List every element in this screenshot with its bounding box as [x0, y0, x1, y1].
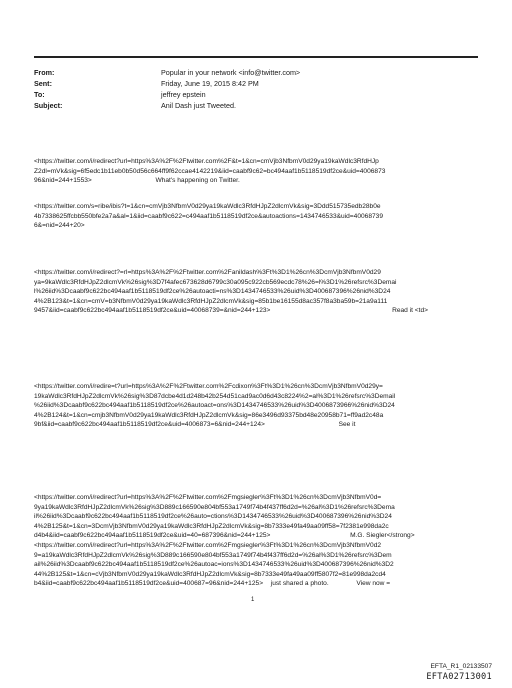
url-line	[34, 579, 484, 589]
url-line: %26iid%3Dcaabf9c622bc494aaf1b5118519df2ce%26autoact=ons%3D1434746533%26uid%3D4006873966%26nid%3D24	[34, 402, 395, 410]
url-line	[34, 420, 484, 430]
url-line-end: b4&iid=caabf9c622bc494aaf1b5118519df2ce&uid=400687=96&nid=244+125>	[34, 580, 264, 588]
url-line: <https://twitter.com/i/redirect?url=https%3A%2F%2Ftwitter.com%2Fmgsiegler%3Ft%3D1%26cn%3DcmVjb3NfbmV0d=	[34, 494, 382, 501]
subject-label: Subject:	[34, 101, 63, 110]
page-number: 1	[251, 597, 255, 603]
efta-bates-number: EFTA02713001	[426, 672, 492, 682]
sent-value: Friday, June 19, 2015 8:42 PM	[161, 79, 259, 88]
url-line-end: d4b4&iid=caabf9c622bc494aaf1b5118519df2ce&uid=40=687396&nid=244+125>	[34, 532, 271, 540]
from-label: From:	[34, 68, 55, 77]
url-line: 4%2B124&t=1&cn=cmjb3NfbmV0d29ya19kaWdlc3RfdHJpZ2dlcmVk&sig=86e3496d93375bd48e20958b71=ff9ad2c48a	[34, 411, 384, 419]
to-value: jeffrey epstein	[161, 90, 206, 99]
url-line: ail%26iid%3Dcaabf9c622bc494aaf1b5118519df2ce%26autoac=ions%3D1434746533%26uid%3D400687396%26nid%3D2	[34, 561, 394, 569]
from-value: Popular in your network <info@twitter.com>	[161, 68, 301, 77]
url-line-end: 9457&iid=caabf9c622bc494aaf1b5118519df2ce&uid=40068739=&nid=244+123>	[34, 307, 271, 315]
url-line: 4b7338625ffcbb550bfe2a7a&al=1&iid=caabf9c622=c494aaf1b5118519df2ce&autoactions=1434746533&uid=40068739	[34, 212, 383, 220]
url-line	[34, 531, 484, 541]
view-now-text: View now =	[356, 580, 391, 588]
url-line: 4%2B123&t=1&cn=cmV=b3NfbmV0d29ya19kaWdlc3RfdHJpZ2dlcmVk&sig=85b1be16155d8ac357f8a3ba59b=21a9a111	[34, 297, 388, 305]
link-block-anildash	[34, 268, 484, 316]
link-block-cdixon	[34, 382, 484, 430]
link-block-whats-happening	[34, 157, 484, 186]
link-block-mgsiegler	[34, 493, 484, 589]
link-text: See it	[338, 421, 356, 429]
url-line	[34, 306, 484, 316]
url-line: il%26iid%3Dcaabf9c622bc494aaf1b5118519df2ce%26auto=ctions%3D1434746533%26uid%3D400687396%26nid%3D24	[34, 513, 392, 521]
efta-release-id: EFTA_R1_02133507	[430, 663, 492, 670]
url-line: 19kaWdlc3RfdHJpZ2dlcmVk%26sig%3D87dcbe4d1d248b42b254d51cad9ac0d6d43c8224%2=al%3D1%26refsrc%3Demail	[34, 392, 396, 400]
url-line: Z2dl=mVk&sig=6f5edc1b11eb0b50d56c664ff9f62ccae4142219&iid=caabf9c62=bc494aaf1b5118519df2ce&uid=4006873	[34, 167, 386, 175]
url-line: 4%2B125&t=1&cn=3DcmVjb3NfbmV0d29ya19kaWdlc3RfdHJpZ2dlcmVk&sig=8b7333e49fa49aa09ff58=7f2381e998da2c	[34, 522, 389, 530]
url-line	[34, 176, 484, 186]
link-text: just shared a photo.	[270, 580, 329, 588]
url-line-end: 9bf&iid=caabf9c622bc494aaf1b5118519df2ce&uid=4006873=6&nid=244+124>	[34, 421, 265, 429]
url-line: 44%2B125&t=1&cn=cVjb3NfbmV0d29ya19kaWdlc3RfdHJpZ2dlcmVk&sig=8b7333e49fa49aa09ff5807f2=81e998da2cd4	[34, 570, 386, 578]
author-name: M.G. Siegler</strong>	[350, 532, 415, 540]
url-line: l%26iid%3Dcaabf9c622bc494aaf1b5118519df2ce%26autoacti=ns%3D1434746533%26uid%3D400687396%26nid%3D24	[34, 288, 391, 296]
url-line: ya=9kaWdlc3RfdHJpZ2dlcmVk%26sig%3D7f4afec673628d6799c30a095c922cb569ecdc78%26=l%3D1%26refsrc%3Demai	[34, 278, 397, 286]
link-text: What's happening on Twitter.	[155, 177, 240, 185]
link-text: Read it <td>	[392, 307, 428, 315]
url-line: 6&=nid=244+20>	[34, 222, 85, 230]
header-divider	[34, 56, 478, 58]
link-block-unsubscribe	[34, 202, 484, 231]
sent-label: Sent:	[34, 79, 52, 88]
url-line: <https://twitter.com/i/redirect?url=https%3A%2F%2Ftwitter.com%2F&t=1&cn=cmVjb3NfbmV0d29ya19kaWdlc3RfdHJp	[34, 158, 379, 165]
url-line: 9=a19kaWdlc3RfdHJpZ2dlcmVk%26sig%3D889c166590e804bf553a1749f74b4f437ff6d2d=%26al%3D1%26refsrc%3Dem	[34, 551, 392, 559]
url-line: 9ya19kaWdlc3RfdHJpZ2dlcmVk%26sig%3D889c166590e804bf553a1749f74b4f437ff6d2d=%26al%3D1%26refsrc%3Dema	[34, 503, 395, 511]
to-label: To:	[34, 90, 45, 99]
subject-value: Anil Dash just Tweeted.	[161, 101, 236, 110]
url-line: <https://twitter.com/i/redire=t?url=https%3A%2F%2Ftwitter.com%2Fcdixon%3Ft%3D1%26cn%3DcmVjb3NfbmV0d29y=	[34, 383, 383, 390]
url-line: <https://twitter.com/s=ribe/ibis?t=1&cn=cmVjb3NfbmV0d29ya19kaWdlc3RfdHJpZ2dlcmVk&sig=3Ddd515735edb28b0e	[34, 203, 381, 210]
url-line: <https://twitter.com/i/redirect?url=https%3A%2F%2Ftwitter.com%2Fmgsiegler%3Ft%3D1%26cn%3DcmVjb3NfbmV0d2	[34, 541, 382, 549]
url-line: <https://twitter.com/i/redirect?=rl=https%3A%2F%2Ftwitter.com%2Fanildash%3Ft%3D1%26cn%3DcmVjb3NfbmV0d29	[34, 269, 381, 276]
url-line-end: 96&nid=244+1553>	[34, 177, 92, 185]
